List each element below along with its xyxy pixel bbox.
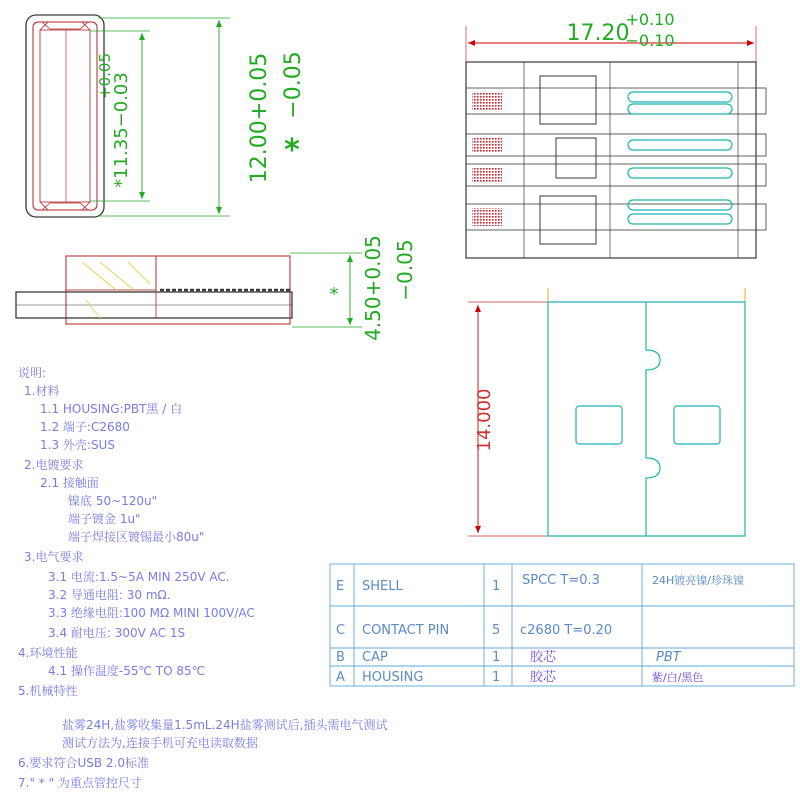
width-dimension-tol-lower: −0.10 [625,31,675,50]
note-gold: 端子镀金 1u" [68,512,141,526]
top-view-window-3 [540,196,596,244]
height-key-star: * [284,133,300,168]
height-dimension-main: 12.00+0.05 [247,52,272,184]
top-view-window-2 [556,138,596,178]
note-insulation: 3.3 绝缘电阻:100 MΩ MINI 100V/AC [48,606,255,620]
width-dimension-main: 17.20 [566,21,630,46]
pin-4 [466,204,766,230]
length-dimension-value: 14.000 [474,388,495,452]
bom-row-e-name: SHELL [362,579,403,594]
bom-row-a-material: 胶芯 [530,670,557,685]
bom-row-b-finish: PBT [656,650,681,665]
front-view-cavity [40,30,90,202]
bom-row-a-qty: 1 [492,670,501,685]
bom-row-e-material: SPCC T=0.3 [522,573,600,588]
note-tin: 端子焊接区镀锡最小80u" [68,530,205,544]
front-view-inner-shell [33,22,97,210]
bom-row-e-finish: 24H镀亮镍/珍珠镍 [652,574,744,587]
notes-header: 说明: [18,366,47,380]
inner-dimension-tol: +0.05 [96,53,114,99]
note-conduction: 3.2 导通电阻: 30 mΩ. [48,588,171,602]
note-electrical: 3.电气要求 [24,550,84,564]
note-shell: 1.3 外壳:SUS [40,438,115,452]
bottom-view [468,288,745,536]
bottom-view-window-left [576,406,622,444]
bom-row-c-qty: 5 [492,623,501,638]
thickness-dimension-main: 4.50+0.05 [361,235,385,341]
note-temperature: 4.1 操作温度-55℃ TO 85℃ [48,664,206,678]
inner-dimension-main: *11.35−0.03 [111,72,132,188]
contact-pins [466,88,766,230]
note-terminal: 1.2 端子:C2680 [40,420,130,434]
pin-3 [466,164,766,186]
bom-row-b-name: CAP [362,650,388,665]
note-key-dimension: 7." * " 为重点管控尺寸 [18,776,142,790]
front-view-outer-shell [26,15,104,217]
thickness-dimension-tol: −0.05 [393,239,417,301]
note-mechanical: 5.机械特性 [18,684,78,698]
bom-row-e-qty: 1 [492,579,501,594]
width-dimension-tol-upper: +0.10 [625,10,675,29]
top-view [466,26,766,258]
note-plating: 2.电镀要求 [24,458,84,472]
note-contact-area: 2.1 接触面 [40,476,99,490]
side-view [16,253,362,327]
bom-row-c-id: C [336,623,346,638]
bom-row-b-material: 胶芯 [530,650,557,665]
bom-row-c-name: CONTACT PIN [362,623,450,638]
bom-row-b-id: B [336,650,345,665]
thickness-key-star: * [329,284,339,305]
height-dimension-tol: −0.05 [281,51,306,119]
note-material: 1.材料 [24,384,60,398]
bom-row-a-finish: 紫/白/黑色 [652,671,704,684]
pin-2 [466,134,766,156]
bottom-view-window-right [674,406,720,444]
note-environment: 4.环境性能 [18,646,78,660]
bom-row-c-material: c2680 T=0.20 [520,623,613,638]
bom-row-a-name: HOUSING [362,670,424,685]
note-salt-spray-1: 盐雾24H,盐雾收集量1.5mL.24H盐雾测试后,插头需电气测试 [62,718,388,732]
bom-row-e-id: E [336,579,345,594]
bom-table [330,564,794,686]
top-view-window-1 [540,76,596,124]
note-housing: 1.1 HOUSING:PBT黑 / 白 [40,402,183,416]
bom-row-b-qty: 1 [492,650,501,665]
bom-row-a-id: A [336,670,345,685]
note-withstand: 3.4 耐电压: 300V AC 1S [48,626,186,640]
note-current: 3.1 电流:1.5~5A MIN 250V AC. [48,570,230,584]
note-nickel: 镍底 50~120u" [68,494,158,508]
note-salt-spray-2: 测试方法为,连接手机可充电读取数据 [62,736,258,750]
note-usb-standard: 6.要求符合USB 2.0标准 [18,756,149,770]
